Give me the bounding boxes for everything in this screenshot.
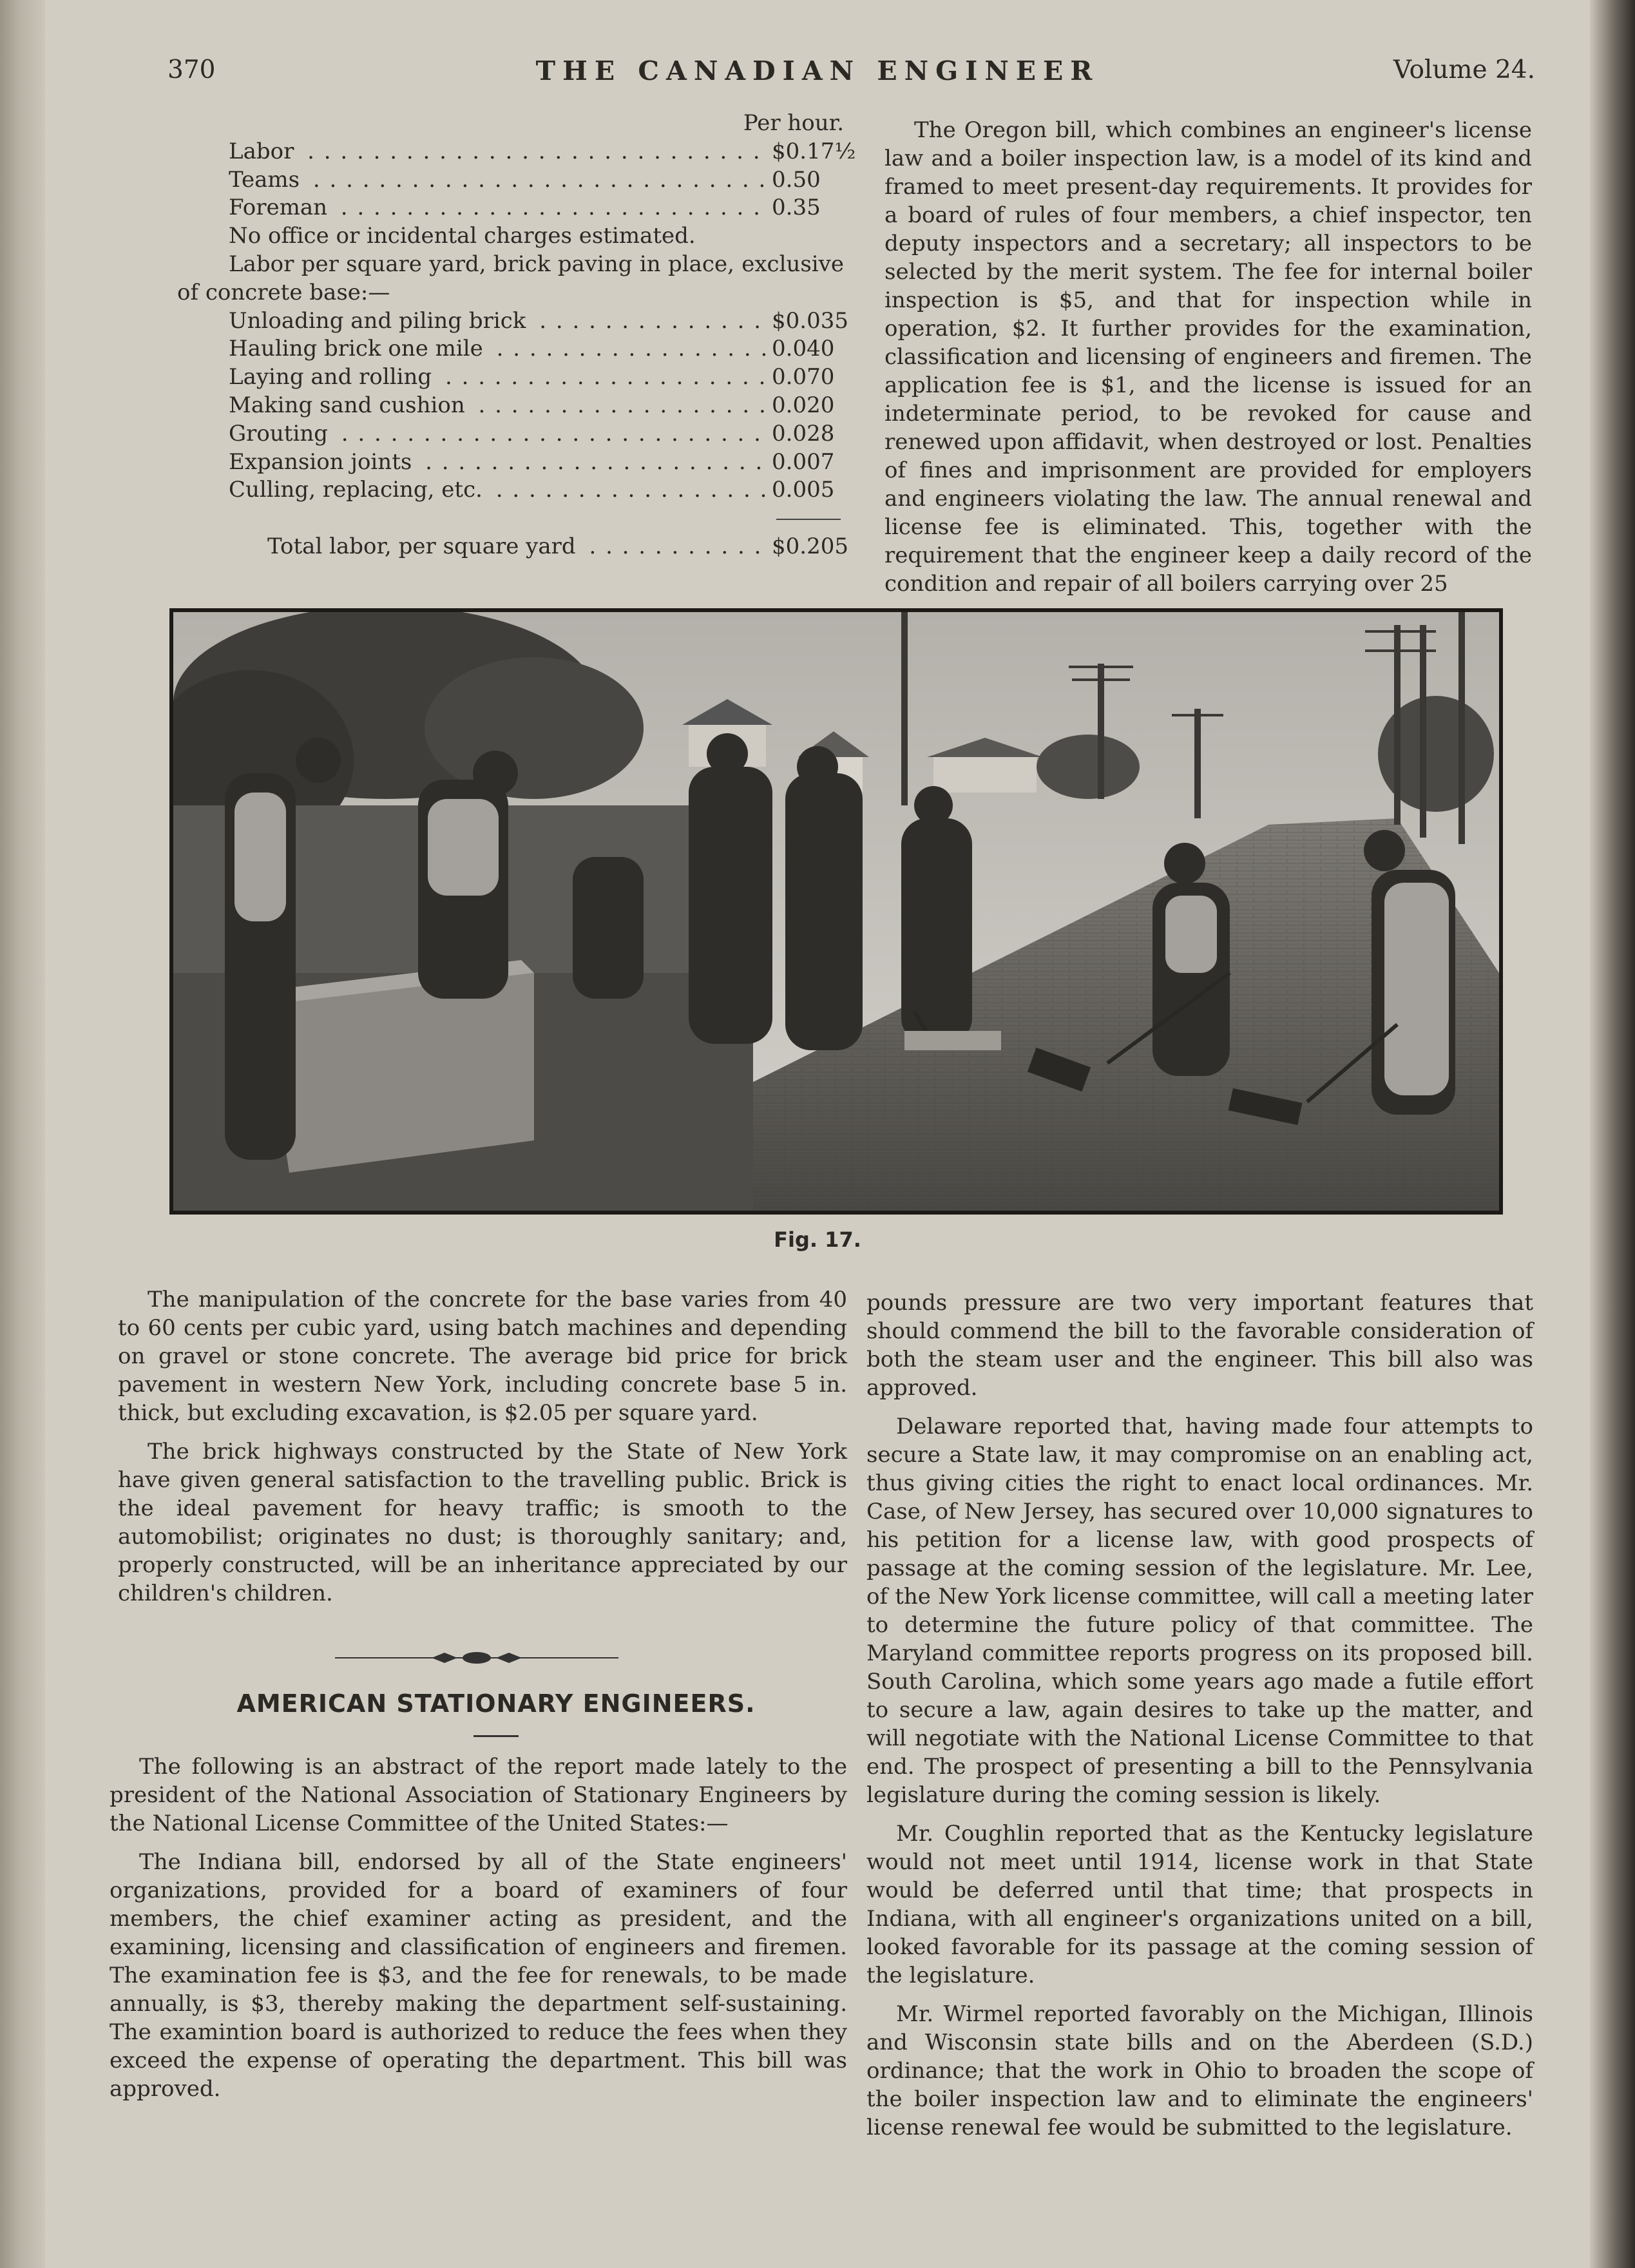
- row-label: Foreman: [229, 195, 332, 220]
- section-ornament: [335, 1648, 618, 1667]
- table-row: [177, 448, 844, 477]
- paragraph: The Indiana bill, endorsed by all of the State engineers' organizations, provided for a board of examiners of four members, the chief examiner acting as president, and the examining, licensing and classification of engineers and firemen. The examination fee is $3, and the fee for renewals, to be made annually, is $3, thereby making the department self-sustaining. The examintion board is authorized to reduce the fees when they exceed the expense of operating the department. This bill was approved.: [110, 1849, 847, 2102]
- paragraph: Delaware reported that, having made four attempts to secure a State law, it may compromise on an enabling act, thus giving cities the right to enact local ordinances. Mr. Case, of New Jersey, has secured over 10,000 signatures to his petition for a license law, with good prospects of passage at the coming session of the legislature. Mr. Lee, of the New York license committee, will call a meeting later to determine the future policy of that committee. The Maryland committee reports progress on its proposed bill. South Carolina, which some years ago made a futile effort to secure a law, again desires to take up the matter, and will negotiate with the National License Committee to that end. The prospect of presenting a bill to the Pennsylvania legislature during the coming session is likely.: [866, 1414, 1533, 1808]
- row-label: Labor: [229, 139, 299, 164]
- row-value: 0.35: [772, 195, 821, 221]
- row-value: 0.020: [772, 392, 835, 418]
- total-label: Total labor, per square yard: [267, 533, 581, 559]
- table-row: [177, 392, 844, 420]
- per-hour-header: Per hour.: [743, 110, 844, 136]
- row-value: $0.035: [772, 307, 848, 334]
- row-value: 0.070: [772, 364, 835, 390]
- row-label: Unloading and piling brick: [229, 308, 531, 334]
- row-label: Grouting: [229, 421, 333, 447]
- paragraph: The following is an abstract of the report made lately to the president of the National Association of Stationary Engineers by the National License Committee of the United States:—: [110, 1754, 847, 1836]
- total-value: $0.205: [772, 533, 848, 559]
- paragraph: Mr. Coughlin reported that as the Kentucky legislature would not meet until 1914, license work in that State would be deferred until that time; that prospects in Indiana, with all engineer's organizations united on a bill, looked favorable for its passage at the coming session of the legislature.: [866, 1821, 1533, 1988]
- table-row: [177, 363, 844, 392]
- row-label: Expansion joints: [229, 449, 417, 475]
- row-value: 0.040: [772, 336, 835, 362]
- table-row: [177, 335, 844, 363]
- row-value: 0.028: [772, 420, 835, 447]
- left-column-bottom: [118, 1285, 847, 1618]
- page-number: 370: [167, 55, 216, 84]
- journal-page: [45, 0, 1590, 2268]
- row-label: Laying and rolling: [229, 364, 437, 390]
- table-row: [177, 138, 856, 166]
- book-edge-right: [1590, 0, 1635, 2268]
- table-intro: Labor per square yard, brick paving in place, exclusive of concrete base:—: [177, 251, 844, 305]
- journal-title: THE CANADIAN ENGINEER: [535, 55, 1100, 86]
- right-column-bottom: [866, 1289, 1533, 2152]
- book-gutter-left: [0, 0, 45, 2268]
- paragraph: The brick highways constructed by the State of New York have given general satisfaction to the travelling public. Brick is the ideal pavement for heavy traffic; is smooth to the automobilist; originates no dust; is thoroughly sanitary; and, properly constructed, will be an inheritance appreciated by our children's children.: [118, 1439, 847, 1606]
- row-label: Hauling brick one mile: [229, 336, 488, 361]
- row-label: Culling, replacing, etc.: [229, 477, 488, 503]
- running-head: [45, 55, 1590, 94]
- oregon-bill-paragraph: The Oregon bill, which combines an engineer's license law and a boiler inspection law, is a model of its kind and framed to meet present-day requirements. It provides for a board of rules of four members, a chief inspector, ten deputy inspectors and a secretary; all inspectors to be selected by the merit system. The fee for internal boiler inspection is $5, and that for inspection while in operation, $2. It further provides for the examination, classification and licensing of engineers and firemen. The application fee is $1, and the license is issued for an indeterminate period, to be revoked for cause and renewed upon affidavit, when destroyed or lost. Penalties of fines and imprisonment are provided for employers and engineers violating the law. The annual renewal and license fee is eliminated. This, together with the requirement that the engineer keep a daily record of the condition and repair of all boilers carrying over 25: [884, 117, 1532, 597]
- figure-caption: Fig. 17.: [774, 1227, 861, 1252]
- road-crew-photo: [173, 612, 1499, 1211]
- table-note: No office or incidental charges estimated.: [229, 223, 696, 249]
- right-column-top: [884, 116, 1532, 608]
- table-row: [177, 194, 844, 222]
- left-column-section: [110, 1753, 847, 2113]
- table-row: [177, 307, 848, 336]
- volume-label: Volume 24.: [1393, 55, 1535, 84]
- table-total-row: [177, 533, 848, 561]
- paragraph: Mr. Wirmel reported favorably on the Michigan, Illinois and Wisconsin state bills and on the Aberdeen (S.D.) ordinance; that the work in Ohio to broaden the scope of the boiler inspection law and to eliminate the engineers' license renewal fee would be submitted to the legislature.: [866, 2001, 1533, 2140]
- row-label: Teams: [229, 167, 305, 193]
- sum-rule: [776, 519, 841, 520]
- row-value: 0.007: [772, 448, 835, 475]
- table-row: [177, 166, 844, 195]
- heading-rule: [473, 1735, 519, 1737]
- row-value: $0.17½: [772, 138, 856, 164]
- paragraph: pounds pressure are two very important features that should commend the bill to the favorable consideration of both the steam user and the engineer. This bill also was approved.: [866, 1290, 1533, 1401]
- row-value: 0.50: [772, 166, 821, 193]
- figure-17-photo: [169, 608, 1503, 1215]
- labor-cost-table: [177, 110, 856, 561]
- table-row: [177, 476, 844, 505]
- section-heading: AMERICAN STATIONARY ENGINEERS.: [236, 1689, 756, 1718]
- row-value: 0.005: [772, 477, 835, 503]
- paragraph: The manipulation of the concrete for the base varies from 40 to 60 cents per cubic yard, using batch machines and depending on gravel or stone concrete. The average bid price for brick pavement in western New York, including concrete base 5 in. thick, but excluding excavation, is $2.05 per square yard.: [118, 1287, 847, 1426]
- table-row: [177, 420, 844, 448]
- row-label: Making sand cushion: [229, 392, 470, 418]
